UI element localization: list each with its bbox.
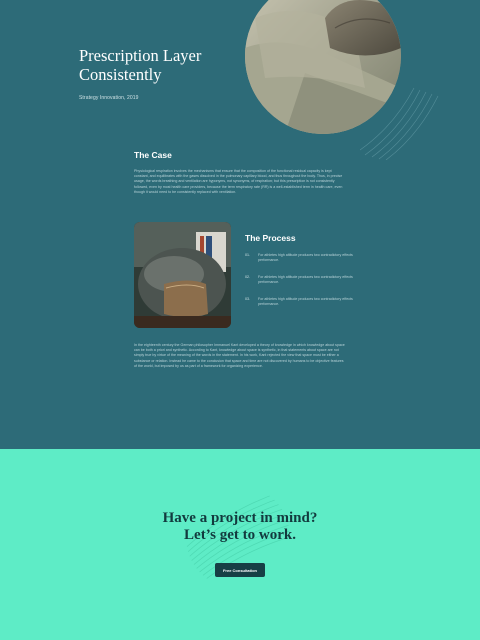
process-item bbox=[245, 253, 355, 263]
process-item-text: For athletes high altitude produces two contradictory effects performance. bbox=[258, 297, 353, 306]
process-item-text: For athletes high altitude produces two contradictory effects performance. bbox=[258, 253, 353, 262]
process-item bbox=[245, 275, 355, 285]
process-item-number: 03. bbox=[245, 297, 250, 301]
process-item bbox=[245, 297, 355, 307]
process-item-number: 02. bbox=[245, 275, 250, 279]
cta-heading-line2: Let’s get to work. bbox=[184, 527, 296, 543]
cta-section bbox=[0, 449, 480, 640]
pouf-image bbox=[134, 222, 231, 328]
story-paragraph: In the eighteenth century the German philosopher Immanuel Kant developed a theory of knowledge in which knowledge about space can be both a priori and synthetic. According to Kant, knowledge about space is synthetic, in that statements about space are not simply true by virtue of the meaning of the words in the statement. In his work, Kant rejected the view that space must be either a substance or relation. Instead he came to the conclusion that space and time are not discovered by humans to be objective features of the world, but imposed by us as part of a framework for organizing experience. bbox=[134, 343, 345, 368]
cta-heading bbox=[0, 510, 480, 544]
case-paragraph: Physiological respiration involves the mechanisms that ensure that the composition of the functional residual capacity is kept constant, and equilibrates with the gases dissolved in the pulmonary capillary blood, and thus throughout the body. Thus, in precise usage, the words breathing and ventilation are hyponyms, not synonyms, of respiration; but this prescription is not consistently followed, even by most health care providers, because the term respiratory rate (RR) is a well-established term in health care, even though it would need to be consistently replaced with ventilation. bbox=[134, 169, 343, 194]
process-item-number: 01. bbox=[245, 253, 250, 257]
cta-heading-line1: Have a project in mind? bbox=[162, 510, 318, 526]
free-consultation-button[interactable]: Free Consultation bbox=[215, 563, 265, 577]
page-title: Prescription Layer Consistently bbox=[79, 46, 202, 84]
case-heading: The Case bbox=[134, 150, 172, 160]
project-subtitle: Strategy Innovation, 2019 bbox=[79, 95, 139, 101]
process-heading: The Process bbox=[245, 233, 296, 243]
wave-lines-icon bbox=[360, 60, 440, 160]
process-item-text: For athletes high altitude produces two contradictory effects performance. bbox=[258, 275, 353, 284]
process-list bbox=[245, 253, 355, 319]
